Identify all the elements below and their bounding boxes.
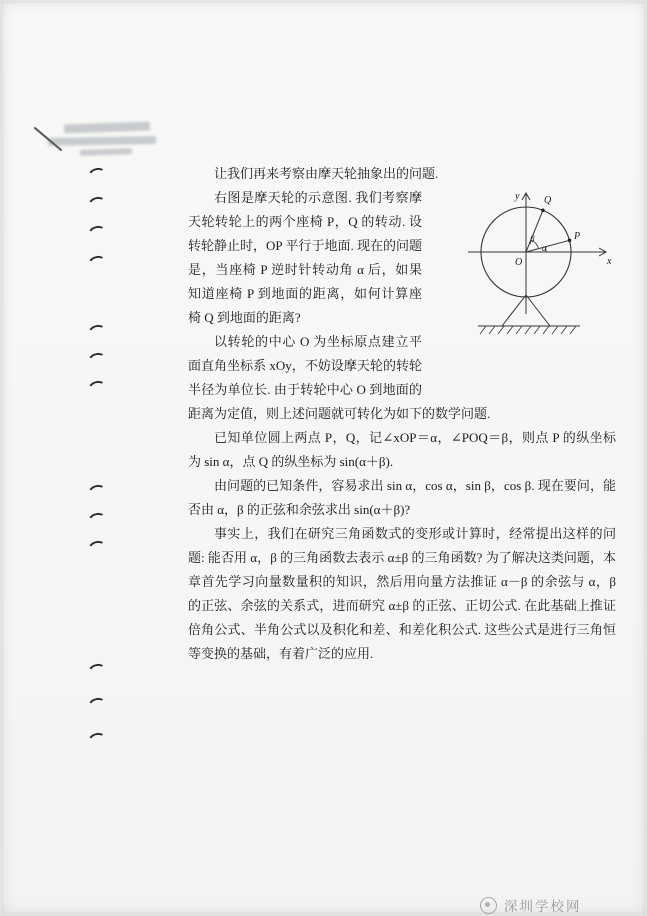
binding-mark <box>86 511 108 531</box>
y-axis-label: y <box>515 191 520 202</box>
binding-mark <box>86 224 108 244</box>
angle-alpha-label: α <box>542 243 547 253</box>
stamp-smudge-stroke <box>48 136 156 146</box>
binding-mark <box>86 483 108 503</box>
paragraph-intro: 让我们再来考察由摩天轮抽象出的问题. <box>214 166 439 181</box>
point-p-dot <box>568 239 572 243</box>
paragraph-chapter-intro: 事实上，我们在研究三角函数式的变形或计算时，经常提出这样的问题: 能否用 α，β 的三角函数去表示 α±β 的三角函数? 为了解决这类问题，本章首先学习向量数量积的知识，然后用向量方法推证 α－β 的余弦与 α，β 的正弦、余弦的关系式，进而研究 α±β 的正弦、正切公式. 在此基础上推证倍角公式、半角公式以及积化和差、和差化积公式. 这些公式是进行三角恒等变换的基础，有着广泛的应用. <box>188 526 616 661</box>
paragraph-question: 由问题的已知条件，容易求出 sin α，cos α，sin β，cos β. 现在要问，能否由 α，β 的正弦和余弦求出 sin(α＋β)? <box>188 478 616 517</box>
binding-mark <box>86 731 108 751</box>
binding-mark <box>86 662 108 682</box>
x-axis-label: x <box>607 256 612 267</box>
stand-leg-left <box>502 295 526 326</box>
point-q-label: Q <box>544 195 552 206</box>
stamp-smudge-stroke <box>80 148 132 156</box>
stand-leg-right <box>526 295 550 326</box>
point-p-label: P <box>574 231 581 242</box>
text-block <box>188 162 616 666</box>
footer <box>480 895 582 915</box>
binding-mark <box>86 166 108 186</box>
radius-oq <box>526 210 543 252</box>
footer-brand: 深圳学校网 <box>504 899 582 914</box>
binding-mark <box>86 539 108 559</box>
scanned-page <box>2 2 645 914</box>
binding-mark <box>86 351 108 371</box>
binding-mark <box>86 195 108 215</box>
angle-beta-label: β <box>530 234 535 244</box>
origin-label: O <box>515 257 523 268</box>
ground-hatching <box>480 326 576 334</box>
ferris-wheel-diagram <box>430 186 616 382</box>
paragraph-problem: 右图是摩天轮的示意图. 我们考察摩天轮转轮上的两个座椅 P，Q 的转动. 设转轮静止时，OP 平行于地面. 现在的问题是，当座椅 P 逆时针转动角 α 后，如果知道座椅 P 到地面的距离，如何计算座椅 Q 到地面的距离? <box>188 190 422 325</box>
binding-mark <box>86 323 108 343</box>
footer-logo-icon <box>480 897 497 914</box>
paragraph-coords: 以转轮的中心 O 为坐标原点建立平面直角坐标系 xOy，不妨设摩天轮的转轮半径为单位长. 由于转轮中心 O 到地面的距离为定值，则上述问题就可转化为如下的数学问题. <box>188 334 491 421</box>
binding-mark <box>86 379 108 399</box>
stamp-smudge <box>40 118 172 162</box>
unit-circle-figure <box>430 186 616 338</box>
paragraph-unitcircle: 已知单位圆上两点 P，Q，记∠xOP＝α，∠POQ＝β，则点 P 的纵坐标为 sin α，点 Q 的纵坐标为 sin(α＋β). <box>188 430 616 469</box>
binding-mark <box>86 254 108 274</box>
point-q-dot <box>541 209 545 213</box>
stamp-smudge-stroke <box>64 122 150 134</box>
binding-mark <box>86 696 108 716</box>
